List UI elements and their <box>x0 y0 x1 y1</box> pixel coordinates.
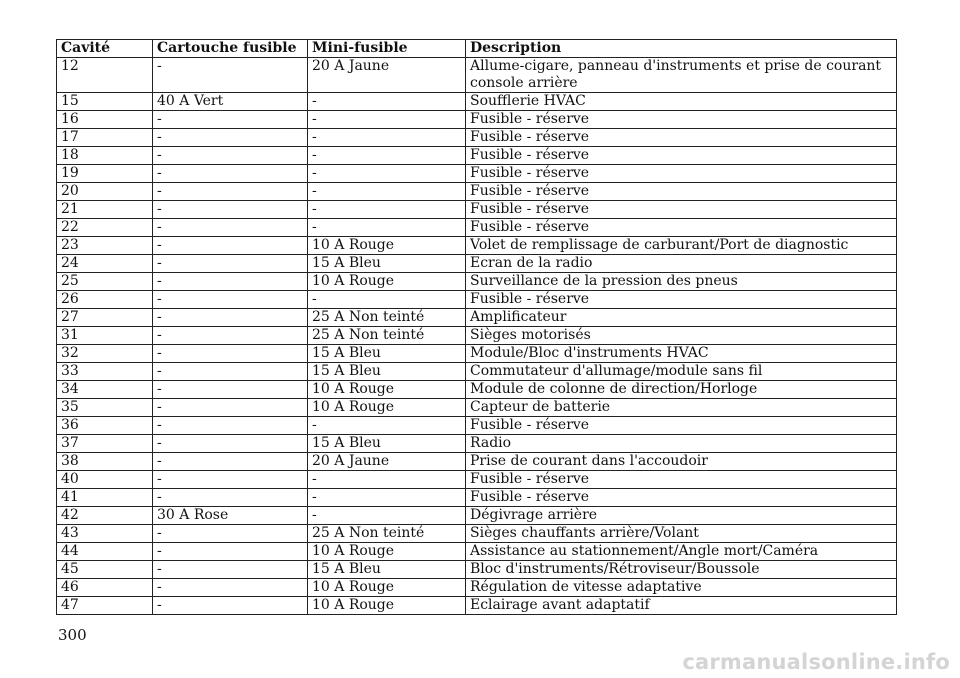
table-row <box>57 291 897 309</box>
cell-cavity: 20 <box>57 183 153 201</box>
table-row <box>57 58 897 93</box>
header-description: Description <box>466 40 897 58</box>
cell-cavity: 23 <box>57 237 153 255</box>
cell-mini-fuse: 15 A Bleu <box>308 345 466 363</box>
table-row <box>57 471 897 489</box>
cell-cavity: 21 <box>57 201 153 219</box>
table-row <box>57 525 897 543</box>
cell-description: Fusible - réserve <box>466 471 897 489</box>
cell-description: Soufflerie HVAC <box>466 93 897 111</box>
cell-description: Sièges motorisés <box>466 327 897 345</box>
cell-cartridge-fuse: - <box>153 273 308 291</box>
header-cartridge-fuse: Cartouche fusible <box>153 40 308 58</box>
cell-mini-fuse: 15 A Bleu <box>308 435 466 453</box>
cell-cartridge-fuse: - <box>153 453 308 471</box>
cell-description: Fusible - réserve <box>466 201 897 219</box>
cell-cartridge-fuse: - <box>153 183 308 201</box>
cell-cartridge-fuse: 40 A Vert <box>153 93 308 111</box>
table-row <box>57 129 897 147</box>
cell-cartridge-fuse: - <box>153 129 308 147</box>
cell-mini-fuse: 10 A Rouge <box>308 237 466 255</box>
table-row <box>57 183 897 201</box>
table-row <box>57 561 897 579</box>
table-row <box>57 597 897 615</box>
header-row <box>57 40 897 58</box>
table-row <box>57 273 897 291</box>
cell-description: Assistance au stationnement/Angle mort/Caméra <box>466 543 897 561</box>
cell-cavity: 46 <box>57 579 153 597</box>
cell-mini-fuse: - <box>308 471 466 489</box>
cell-cartridge-fuse: - <box>153 291 308 309</box>
cell-cartridge-fuse: - <box>153 219 308 237</box>
cell-description: Fusible - réserve <box>466 147 897 165</box>
cell-cavity: 45 <box>57 561 153 579</box>
cell-mini-fuse: 15 A Bleu <box>308 363 466 381</box>
cell-mini-fuse: 10 A Rouge <box>308 579 466 597</box>
header-cavity: Cavité <box>57 40 153 58</box>
table-row <box>57 327 897 345</box>
cell-description: Sièges chauffants arrière/Volant <box>466 525 897 543</box>
table-row <box>57 237 897 255</box>
cell-cavity: 32 <box>57 345 153 363</box>
cell-cavity: 26 <box>57 291 153 309</box>
table-row <box>57 363 897 381</box>
table-row <box>57 399 897 417</box>
cell-cartridge-fuse: - <box>153 327 308 345</box>
cell-mini-fuse: - <box>308 291 466 309</box>
cell-cartridge-fuse: - <box>153 237 308 255</box>
cell-description: Module de colonne de direction/Horloge <box>466 381 897 399</box>
cell-description: Bloc d'instruments/Rétroviseur/Boussole <box>466 561 897 579</box>
table-row <box>57 111 897 129</box>
table-row <box>57 579 897 597</box>
cell-description: Fusible - réserve <box>466 111 897 129</box>
cell-cavity: 17 <box>57 129 153 147</box>
cell-cartridge-fuse: 30 A Rose <box>153 507 308 525</box>
cell-cavity: 40 <box>57 471 153 489</box>
cell-mini-fuse: - <box>308 201 466 219</box>
cell-cartridge-fuse: - <box>153 597 308 615</box>
cell-cavity: 42 <box>57 507 153 525</box>
cell-mini-fuse: - <box>308 183 466 201</box>
cell-cavity: 36 <box>57 417 153 435</box>
cell-mini-fuse: 15 A Bleu <box>308 255 466 273</box>
table-row <box>57 309 897 327</box>
cell-description: Radio <box>466 435 897 453</box>
cell-cartridge-fuse: - <box>153 381 308 399</box>
table-row <box>57 147 897 165</box>
cell-description: Fusible - réserve <box>466 417 897 435</box>
cell-cavity: 19 <box>57 165 153 183</box>
cell-mini-fuse: 25 A Non teinté <box>308 525 466 543</box>
cell-mini-fuse: - <box>308 147 466 165</box>
table-row <box>57 507 897 525</box>
table-row <box>57 201 897 219</box>
cell-cartridge-fuse: - <box>153 525 308 543</box>
cell-cavity: 38 <box>57 453 153 471</box>
cell-cartridge-fuse: - <box>153 489 308 507</box>
cell-description: Volet de remplissage de carburant/Port de diagnostic <box>466 237 897 255</box>
page-number: 300 <box>58 626 87 644</box>
cell-cartridge-fuse: - <box>153 201 308 219</box>
cell-description: Allume-cigare, panneau d'instruments et prise de courant console arrière <box>466 58 897 93</box>
cell-cavity: 25 <box>57 273 153 291</box>
table-row <box>57 255 897 273</box>
cell-mini-fuse: 25 A Non teinté <box>308 327 466 345</box>
cell-cartridge-fuse: - <box>153 255 308 273</box>
cell-mini-fuse: - <box>308 417 466 435</box>
cell-description: Fusible - réserve <box>466 291 897 309</box>
cell-description: Capteur de batterie <box>466 399 897 417</box>
cell-cavity: 18 <box>57 147 153 165</box>
cell-cavity: 34 <box>57 381 153 399</box>
cell-cartridge-fuse: - <box>153 111 308 129</box>
cell-description: Dégivrage arrière <box>466 507 897 525</box>
table-row <box>57 489 897 507</box>
cell-description: Eclairage avant adaptatif <box>466 597 897 615</box>
cell-cavity: 27 <box>57 309 153 327</box>
table-row <box>57 219 897 237</box>
table-row <box>57 435 897 453</box>
cell-cavity: 41 <box>57 489 153 507</box>
table-row <box>57 93 897 111</box>
cell-cavity: 31 <box>57 327 153 345</box>
cell-cavity: 44 <box>57 543 153 561</box>
cell-description: Prise de courant dans l'accoudoir <box>466 453 897 471</box>
cell-description: Commutateur d'allumage/module sans fil <box>466 363 897 381</box>
cell-cartridge-fuse: - <box>153 561 308 579</box>
cell-cartridge-fuse: - <box>153 309 308 327</box>
table-row <box>57 345 897 363</box>
cell-mini-fuse: 15 A Bleu <box>308 561 466 579</box>
cell-cavity: 15 <box>57 93 153 111</box>
cell-mini-fuse: - <box>308 165 466 183</box>
table-row <box>57 543 897 561</box>
cell-mini-fuse: - <box>308 507 466 525</box>
table-row <box>57 381 897 399</box>
cell-mini-fuse: 25 A Non teinté <box>308 309 466 327</box>
cell-mini-fuse: - <box>308 93 466 111</box>
cell-description: Module/Bloc d'instruments HVAC <box>466 345 897 363</box>
cell-cartridge-fuse: - <box>153 58 308 93</box>
cell-cartridge-fuse: - <box>153 471 308 489</box>
cell-description: Fusible - réserve <box>466 489 897 507</box>
cell-cartridge-fuse: - <box>153 399 308 417</box>
cell-cartridge-fuse: - <box>153 417 308 435</box>
header-mini-fuse: Mini-fusible <box>308 40 466 58</box>
cell-cartridge-fuse: - <box>153 579 308 597</box>
cell-description: Fusible - réserve <box>466 183 897 201</box>
cell-cartridge-fuse: - <box>153 147 308 165</box>
cell-mini-fuse: 20 A Jaune <box>308 58 466 93</box>
cell-cavity: 47 <box>57 597 153 615</box>
fuse-table-body <box>57 58 897 615</box>
cell-cartridge-fuse: - <box>153 165 308 183</box>
cell-mini-fuse: - <box>308 219 466 237</box>
cell-mini-fuse: - <box>308 111 466 129</box>
cell-cavity: 12 <box>57 58 153 93</box>
cell-cavity: 35 <box>57 399 153 417</box>
table-row <box>57 453 897 471</box>
cell-cartridge-fuse: - <box>153 363 308 381</box>
cell-description: Fusible - réserve <box>466 129 897 147</box>
cell-cavity: 16 <box>57 111 153 129</box>
cell-cavity: 37 <box>57 435 153 453</box>
table-row <box>57 417 897 435</box>
cell-mini-fuse: 10 A Rouge <box>308 381 466 399</box>
cell-cavity: 22 <box>57 219 153 237</box>
cell-mini-fuse: - <box>308 129 466 147</box>
watermark: carmanualsonline.info <box>682 650 950 674</box>
fuse-table <box>56 39 897 615</box>
cell-cavity: 24 <box>57 255 153 273</box>
cell-cavity: 43 <box>57 525 153 543</box>
cell-cavity: 33 <box>57 363 153 381</box>
cell-cartridge-fuse: - <box>153 435 308 453</box>
cell-description: Amplificateur <box>466 309 897 327</box>
cell-mini-fuse: - <box>308 489 466 507</box>
cell-description: Ecran de la radio <box>466 255 897 273</box>
cell-cartridge-fuse: - <box>153 345 308 363</box>
cell-mini-fuse: 10 A Rouge <box>308 543 466 561</box>
cell-cartridge-fuse: - <box>153 543 308 561</box>
cell-description: Régulation de vitesse adaptative <box>466 579 897 597</box>
table-row <box>57 165 897 183</box>
fuse-table-header <box>57 40 897 58</box>
cell-description: Surveillance de la pression des pneus <box>466 273 897 291</box>
cell-mini-fuse: 10 A Rouge <box>308 597 466 615</box>
cell-mini-fuse: 20 A Jaune <box>308 453 466 471</box>
cell-mini-fuse: 10 A Rouge <box>308 273 466 291</box>
cell-description: Fusible - réserve <box>466 219 897 237</box>
cell-mini-fuse: 10 A Rouge <box>308 399 466 417</box>
cell-description: Fusible - réserve <box>466 165 897 183</box>
